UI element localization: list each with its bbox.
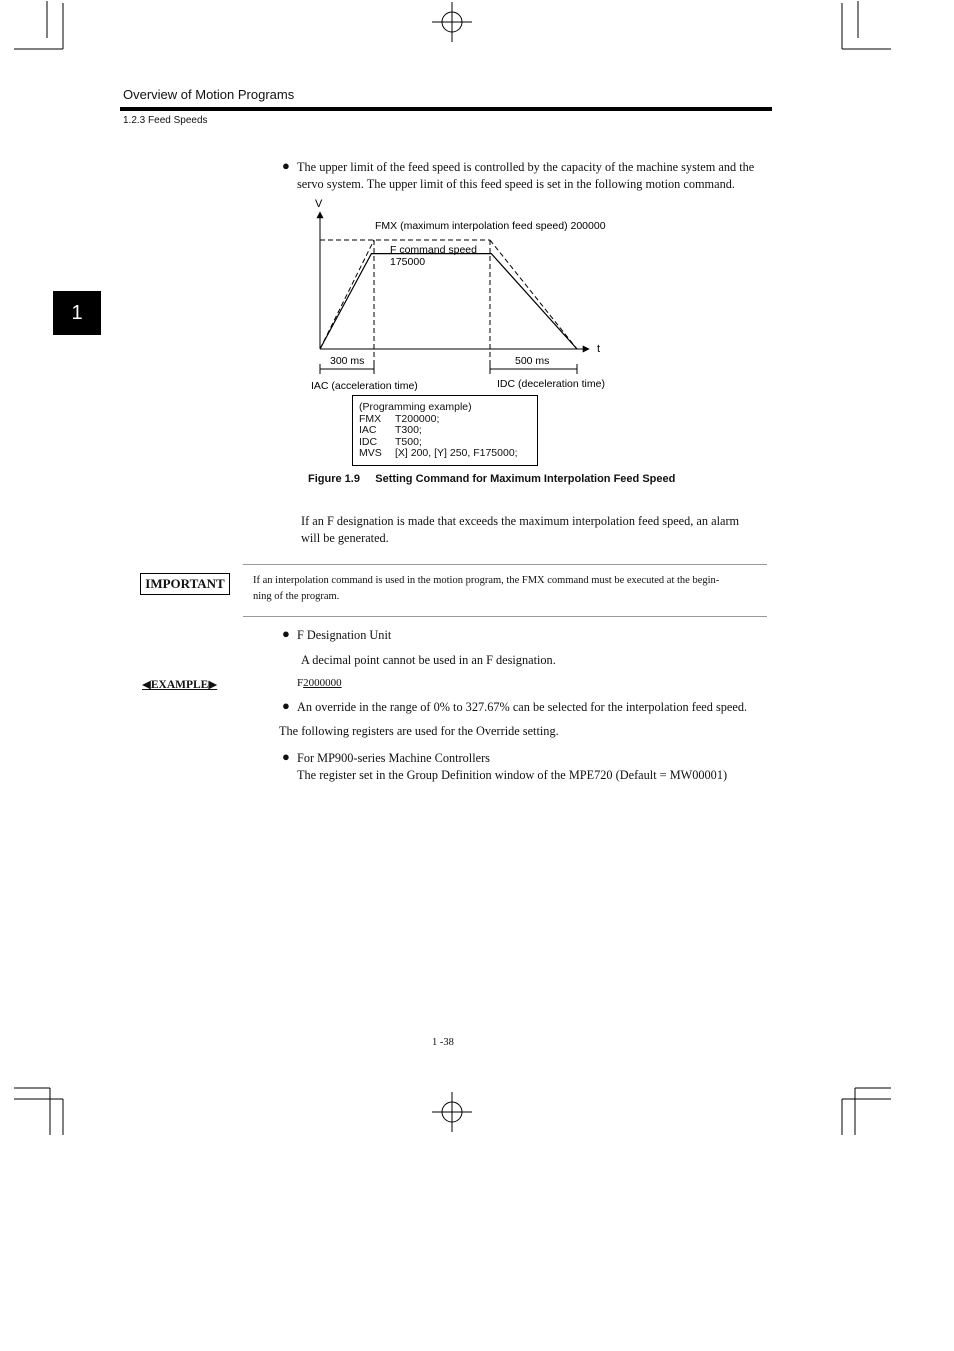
bullet-icon: ● xyxy=(282,698,290,713)
note-rule-top xyxy=(243,564,767,565)
important-badge: IMPORTANT xyxy=(140,573,230,595)
paragraph-line: The upper limit of the feed speed is controlled by the capacity of the machine system and the xyxy=(297,160,755,174)
program-title: (Programming example) xyxy=(359,401,472,413)
section-label: 1.2.3 Feed Speeds xyxy=(123,115,208,126)
idc-label: IDC (deceleration time) xyxy=(497,378,605,390)
paragraph-line: If an F designation is made that exceeds the maximum interpolation feed speed, an alarm xyxy=(301,514,740,528)
example-value: 2000000 xyxy=(303,677,342,689)
page-number: 1 -38 xyxy=(432,1037,454,1048)
bullet-icon: ● xyxy=(282,626,290,641)
program-line: FMX T200000; xyxy=(359,412,440,425)
f-unit-text: A decimal point cannot be used in an F designation. xyxy=(301,653,556,667)
override-bullet: An override in the range of 0% to 327.67% can be selected for the interpolation feed speed. xyxy=(297,700,748,714)
header-title: Overview of Motion Programs xyxy=(123,87,295,102)
accel-ms-label: 300 ms xyxy=(330,355,365,367)
f-label-2: 175000 xyxy=(390,256,426,268)
paragraph-alarm xyxy=(301,513,739,547)
header-rule xyxy=(120,107,772,111)
decel-ms-label: 500 ms xyxy=(515,355,550,367)
mp900-heading: For MP900-series Machine Controllers xyxy=(297,751,490,765)
note-rule-bottom xyxy=(243,616,767,617)
figure-caption: Figure 1.9 Setting Command for Maximum Interpolation Feed Speed xyxy=(308,473,676,485)
f-unit-heading: F Designation Unit xyxy=(297,628,392,642)
axis-v-label: V xyxy=(315,198,323,210)
bullet-icon: ● xyxy=(282,749,290,764)
paragraph-line: will be generated. xyxy=(301,531,389,545)
paragraph-feed-limit xyxy=(297,159,754,193)
program-line: IAC T300; xyxy=(359,424,422,436)
example-tag: ◀EXAMPLE▶ xyxy=(142,679,218,691)
important-note xyxy=(253,573,719,605)
programming-example-box xyxy=(352,395,538,466)
mp900-text: The register set in the Group Definition window of the MPE720 (Default = MW00001) xyxy=(297,768,728,782)
fmx-label: FMX (maximum interpolation feed speed) 200000 xyxy=(375,220,606,232)
override-text: The following registers are used for the Override setting. xyxy=(279,724,559,738)
program-line: MVS [X] 200, [Y] 250, F175000; xyxy=(359,447,518,459)
chapter-tab: 1 xyxy=(53,291,101,335)
f-label-1: F command speed xyxy=(390,244,477,256)
example-prefix: F xyxy=(297,677,304,689)
iac-label: IAC (acceleration time) xyxy=(311,380,418,392)
note-line: ning of the program. xyxy=(253,591,340,602)
example-code xyxy=(297,677,342,689)
bullet-icon: ● xyxy=(282,158,290,173)
axis-t-label: t xyxy=(597,343,601,355)
fmx-accel-line xyxy=(320,240,374,349)
program-line: IDC T500; xyxy=(359,435,422,448)
paragraph-line: servo system. The upper limit of this feed speed is set in the following motion command. xyxy=(297,177,735,191)
feed-speed-chart xyxy=(300,195,620,395)
note-line: If an interpolation command is used in the motion program, the FMX command must be executed at the begin- xyxy=(253,575,720,586)
mp900-block xyxy=(297,750,727,784)
fmx-decel-line xyxy=(490,240,577,349)
f-speed-profile xyxy=(320,254,577,349)
